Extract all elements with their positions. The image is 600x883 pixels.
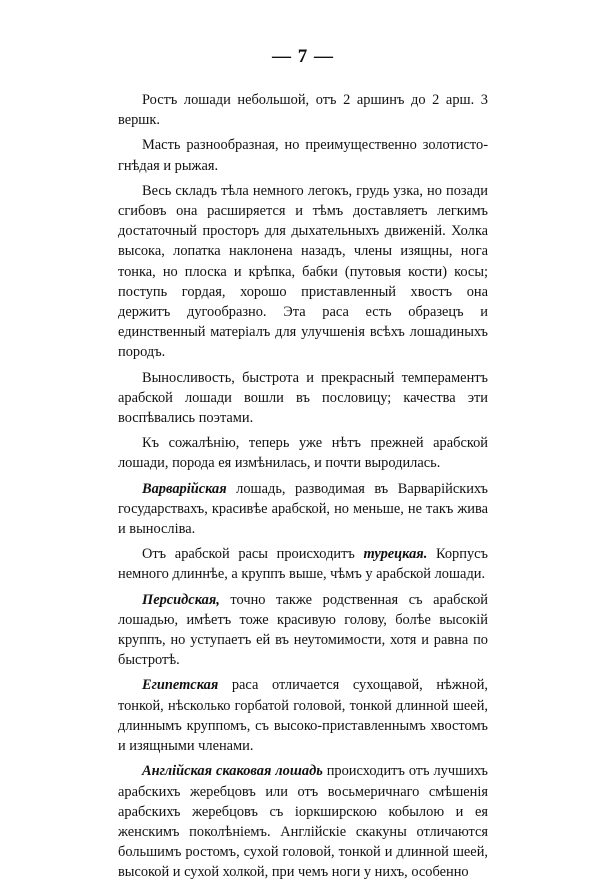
breed-name: Египетская <box>142 677 219 694</box>
paragraph-barbary <box>118 479 488 540</box>
breed-name: Варварійская <box>142 480 227 497</box>
paragraph-egyptian <box>118 675 488 756</box>
paragraph-endurance <box>118 368 488 429</box>
paragraph-text: Къ сожалѣнію, теперь уже нѣтъ прежней арабской лошади, порода ея измѣнилась, и почти выродилась. <box>118 435 488 472</box>
paragraph-regret <box>118 433 488 473</box>
paragraph-text: Ростъ лошади небольшой, отъ 2 аршинъ до 2 арш. 3 вершк. <box>118 92 488 129</box>
breed-name: Англійская скаковая лошадь <box>142 763 323 780</box>
paragraph-coat-color <box>118 135 488 175</box>
breed-name: Персидская, <box>142 591 220 608</box>
paragraph-text: лошадь, разводимая въ Варварійскихъ государствахъ, красивѣе арабской, но меньше, не такъ жива и выносліва. <box>118 480 488 538</box>
paragraph-text: точно также родственная съ арабской лошадью, имѣетъ тоже красивую голову, болѣе высокій круппъ, но уступаетъ ей въ неутомимости, хотя и равна по быстротѣ. <box>118 591 488 669</box>
paragraph-text: раса отличается сухощавой, нѣжной, тонкой, нѣсколько горбатой головой, тонкой длинной шеей, длиннымъ круппомъ, съ высоко-приставленнымъ хвостомъ и изящными членами. <box>118 677 488 755</box>
page-number: — 7 — <box>272 46 334 67</box>
paragraph-text-pre: Отъ арабской расы происходитъ <box>142 546 364 563</box>
paragraph-text: Выносливость, быстрота и прекрасный темпераментъ арабской лошади вошли въ пословицу; качества эти воспѣвались поэтами. <box>118 369 488 427</box>
paragraph-height <box>118 90 488 130</box>
paragraph-text: Весь складъ тѣла немного легокъ, грудь узка, но позади сгибовъ она расширяется и тѣмъ доставляетъ легкимъ достаточный просторъ для дыхательныхъ движеній. Холка высока, лопатка наклонена назадъ, члены изящны, нога тонка, но плоска и крѣпка, бабки (путовыя кости) косы; поступь гордая, хорошо приставленный хвостъ она держитъ дугообразно. Эта раса есть образецъ и единственный матеріалъ для улучшенія всѣхъ лошадиныхъ породъ. <box>118 182 488 361</box>
paragraph-text: Масть разнообразная, но преимущественно золотисто-гнѣдая и рыжая. <box>118 137 488 174</box>
paragraph-english <box>118 761 488 882</box>
paragraph-persian <box>118 590 488 671</box>
paragraph-text: Корпусъ немного длиннѣе, а круппъ выше, чѣмъ у арабской лошади. <box>118 546 488 583</box>
paragraph-build <box>118 181 488 363</box>
paragraph-turkish <box>118 544 488 584</box>
paragraph-text: происходитъ отъ лучшихъ арабскихъ жеребцовъ или отъ восьмеричнаго смѣшенія арабскихъ жеребцовъ съ іоркширскою кобылою и ея женскимъ поколѣніемъ. Англійскіе скакуны отличаются большимъ ростомъ, сухой головой, тонкой и длинной шеей, высокой и сухой холкой, при чемъ ноги у нихъ, особенно <box>118 763 488 881</box>
breed-name: турецкая. <box>363 546 428 563</box>
